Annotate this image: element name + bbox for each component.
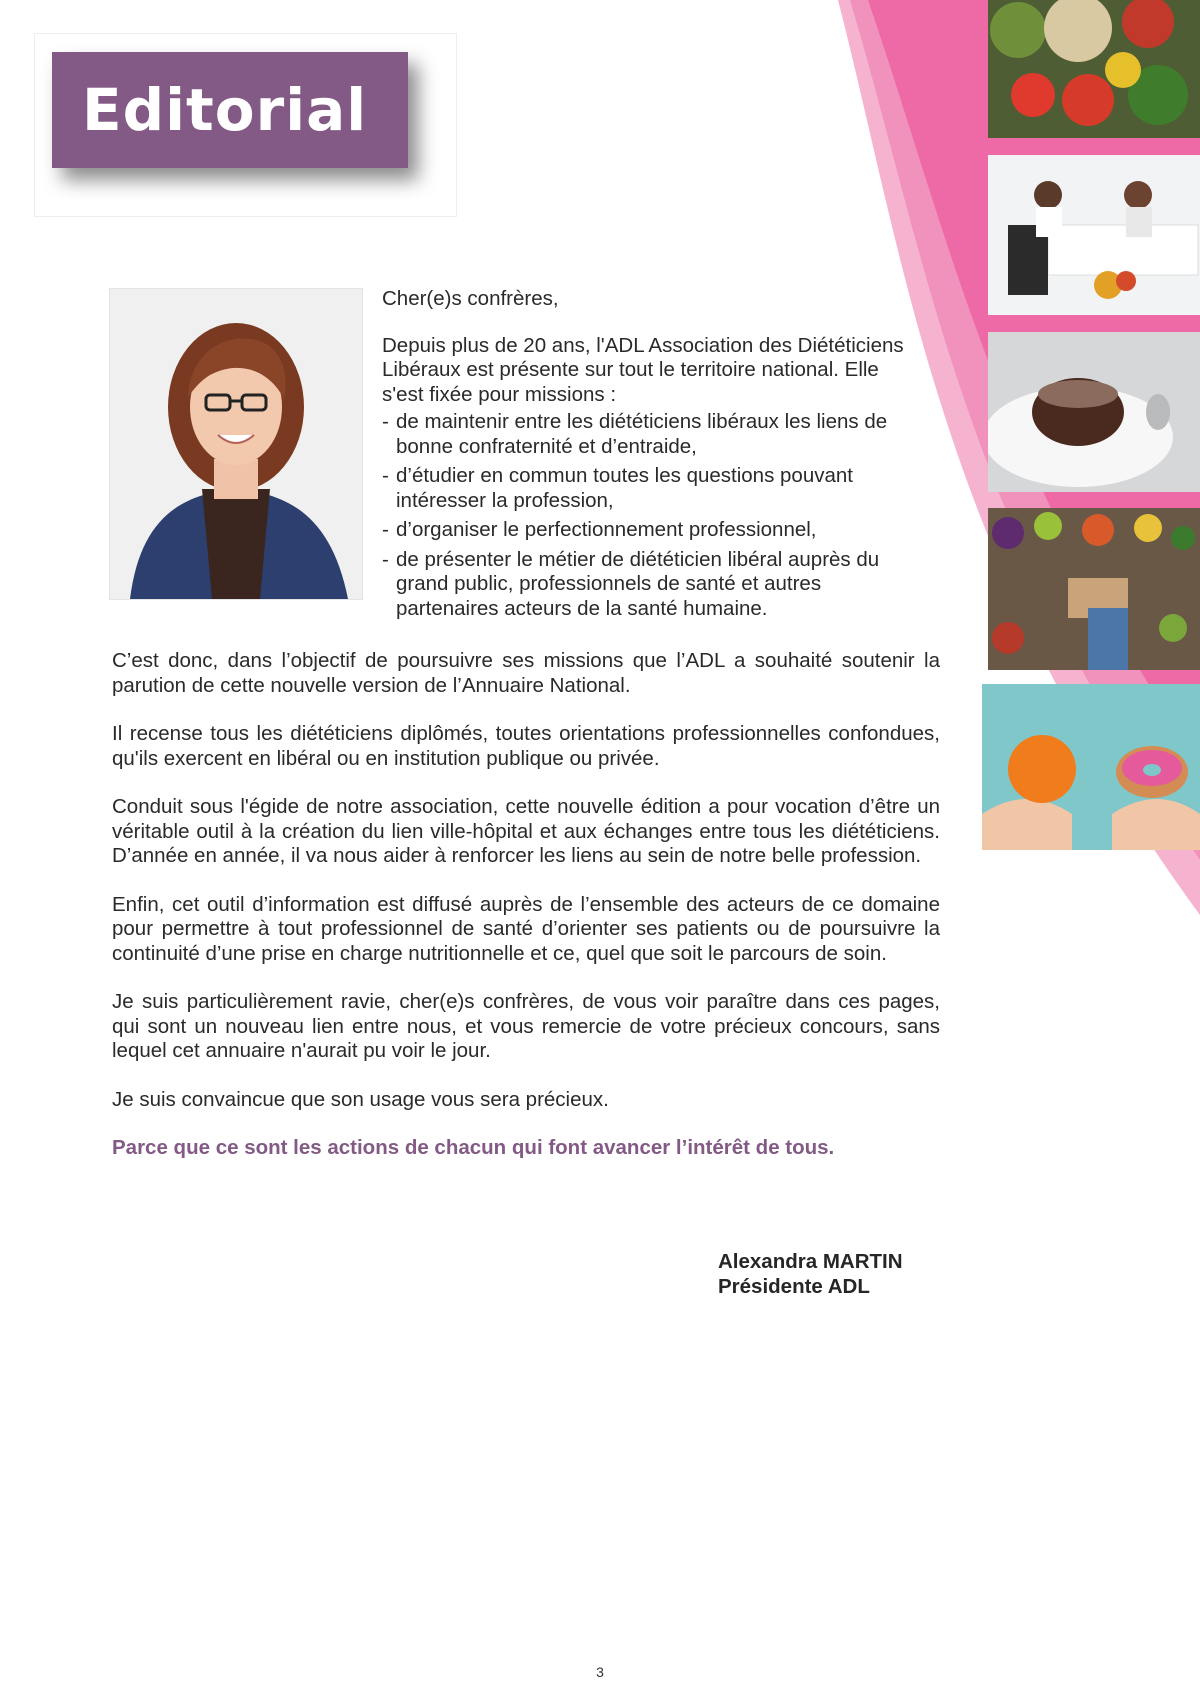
list-item: - d’organiser le perfectionnement professionnel,	[382, 518, 922, 543]
letter-body	[112, 649, 940, 1185]
signature-name: Alexandra MARTIN	[718, 1250, 903, 1273]
page-title: Editorial	[82, 76, 368, 144]
signature-role: Présidente ADL	[718, 1275, 870, 1298]
body-paragraph: Conduit sous l'égide de notre association, cette nouvelle édition a pour vocation d’être un véritable outil à la création du lien ville-hôpital et aux échanges entre tous les diététiciens. D’année en année, il va nous aider à renforcer les liens au sein de notre belle profession.	[112, 795, 940, 867]
cooking-photo	[988, 508, 1200, 670]
body-paragraph: Je suis particulièrement ravie, cher(e)s confrères, de vous voir paraître dans ces pages, qui sont un nouveau lien entre nous, et vous remercie de votre précieux concours, sans lequel cet annuaire n'aurait pu voir le jour.	[112, 990, 940, 1062]
list-item: - d’étudier en commun toutes les questions pouvant intéresser la profession,	[382, 464, 922, 513]
orange-and-donut-photo	[982, 684, 1200, 850]
letter-intro	[382, 287, 922, 626]
list-item: - de présenter le métier de diététicien libéral auprès du grand public, professionnels de santé et autres partenaires acteurs de la santé humaine.	[382, 548, 922, 622]
missions-list	[382, 410, 922, 621]
list-item: - de maintenir entre les diététiciens libéraux les liens de bonne confraternité et d’entraide,	[382, 410, 922, 459]
body-paragraph: Je suis convaincue que son usage vous sera précieux.	[112, 1087, 609, 1111]
chocolate-cake-photo	[988, 332, 1200, 492]
body-paragraph: Il recense tous les diététiciens diplômés, toutes orientations professionnelles confondues, qu'ils exercent en libéral ou en institution publique ou privée.	[112, 722, 940, 770]
signature	[718, 1249, 1018, 1299]
title-banner	[52, 52, 408, 168]
food-photo-vegetables	[988, 0, 1200, 138]
portrait-photo	[109, 288, 363, 600]
greeting: Cher(e)s confrères,	[382, 287, 559, 310]
body-paragraph: C’est donc, dans l’objectif de poursuivre ses missions que l’ADL a souhaité soutenir la parution de cette nouvelle version de l’Annuaire National.	[112, 649, 940, 697]
body-paragraph: Enfin, cet outil d’information est diffusé auprès de l’ensemble des acteurs de ce domaine pour permettre à tout professionnel de santé d’orienter ses patients ou de poursuivre la continuité d’une prise en charge nutritionnelle et ce, quel que soit le parcours de soin.	[112, 892, 940, 965]
intro-paragraph: Depuis plus de 20 ans, l'ADL Association des Diététiciens Libéraux est présente sur tout le territoire national. Elle s'est fixée pour missions :	[382, 333, 904, 406]
consultation-photo	[988, 155, 1200, 315]
motto: Parce que ce sont les actions de chacun qui font avancer l’intérêt de tous.	[112, 1136, 835, 1159]
page-number: 3	[596, 1664, 604, 1680]
